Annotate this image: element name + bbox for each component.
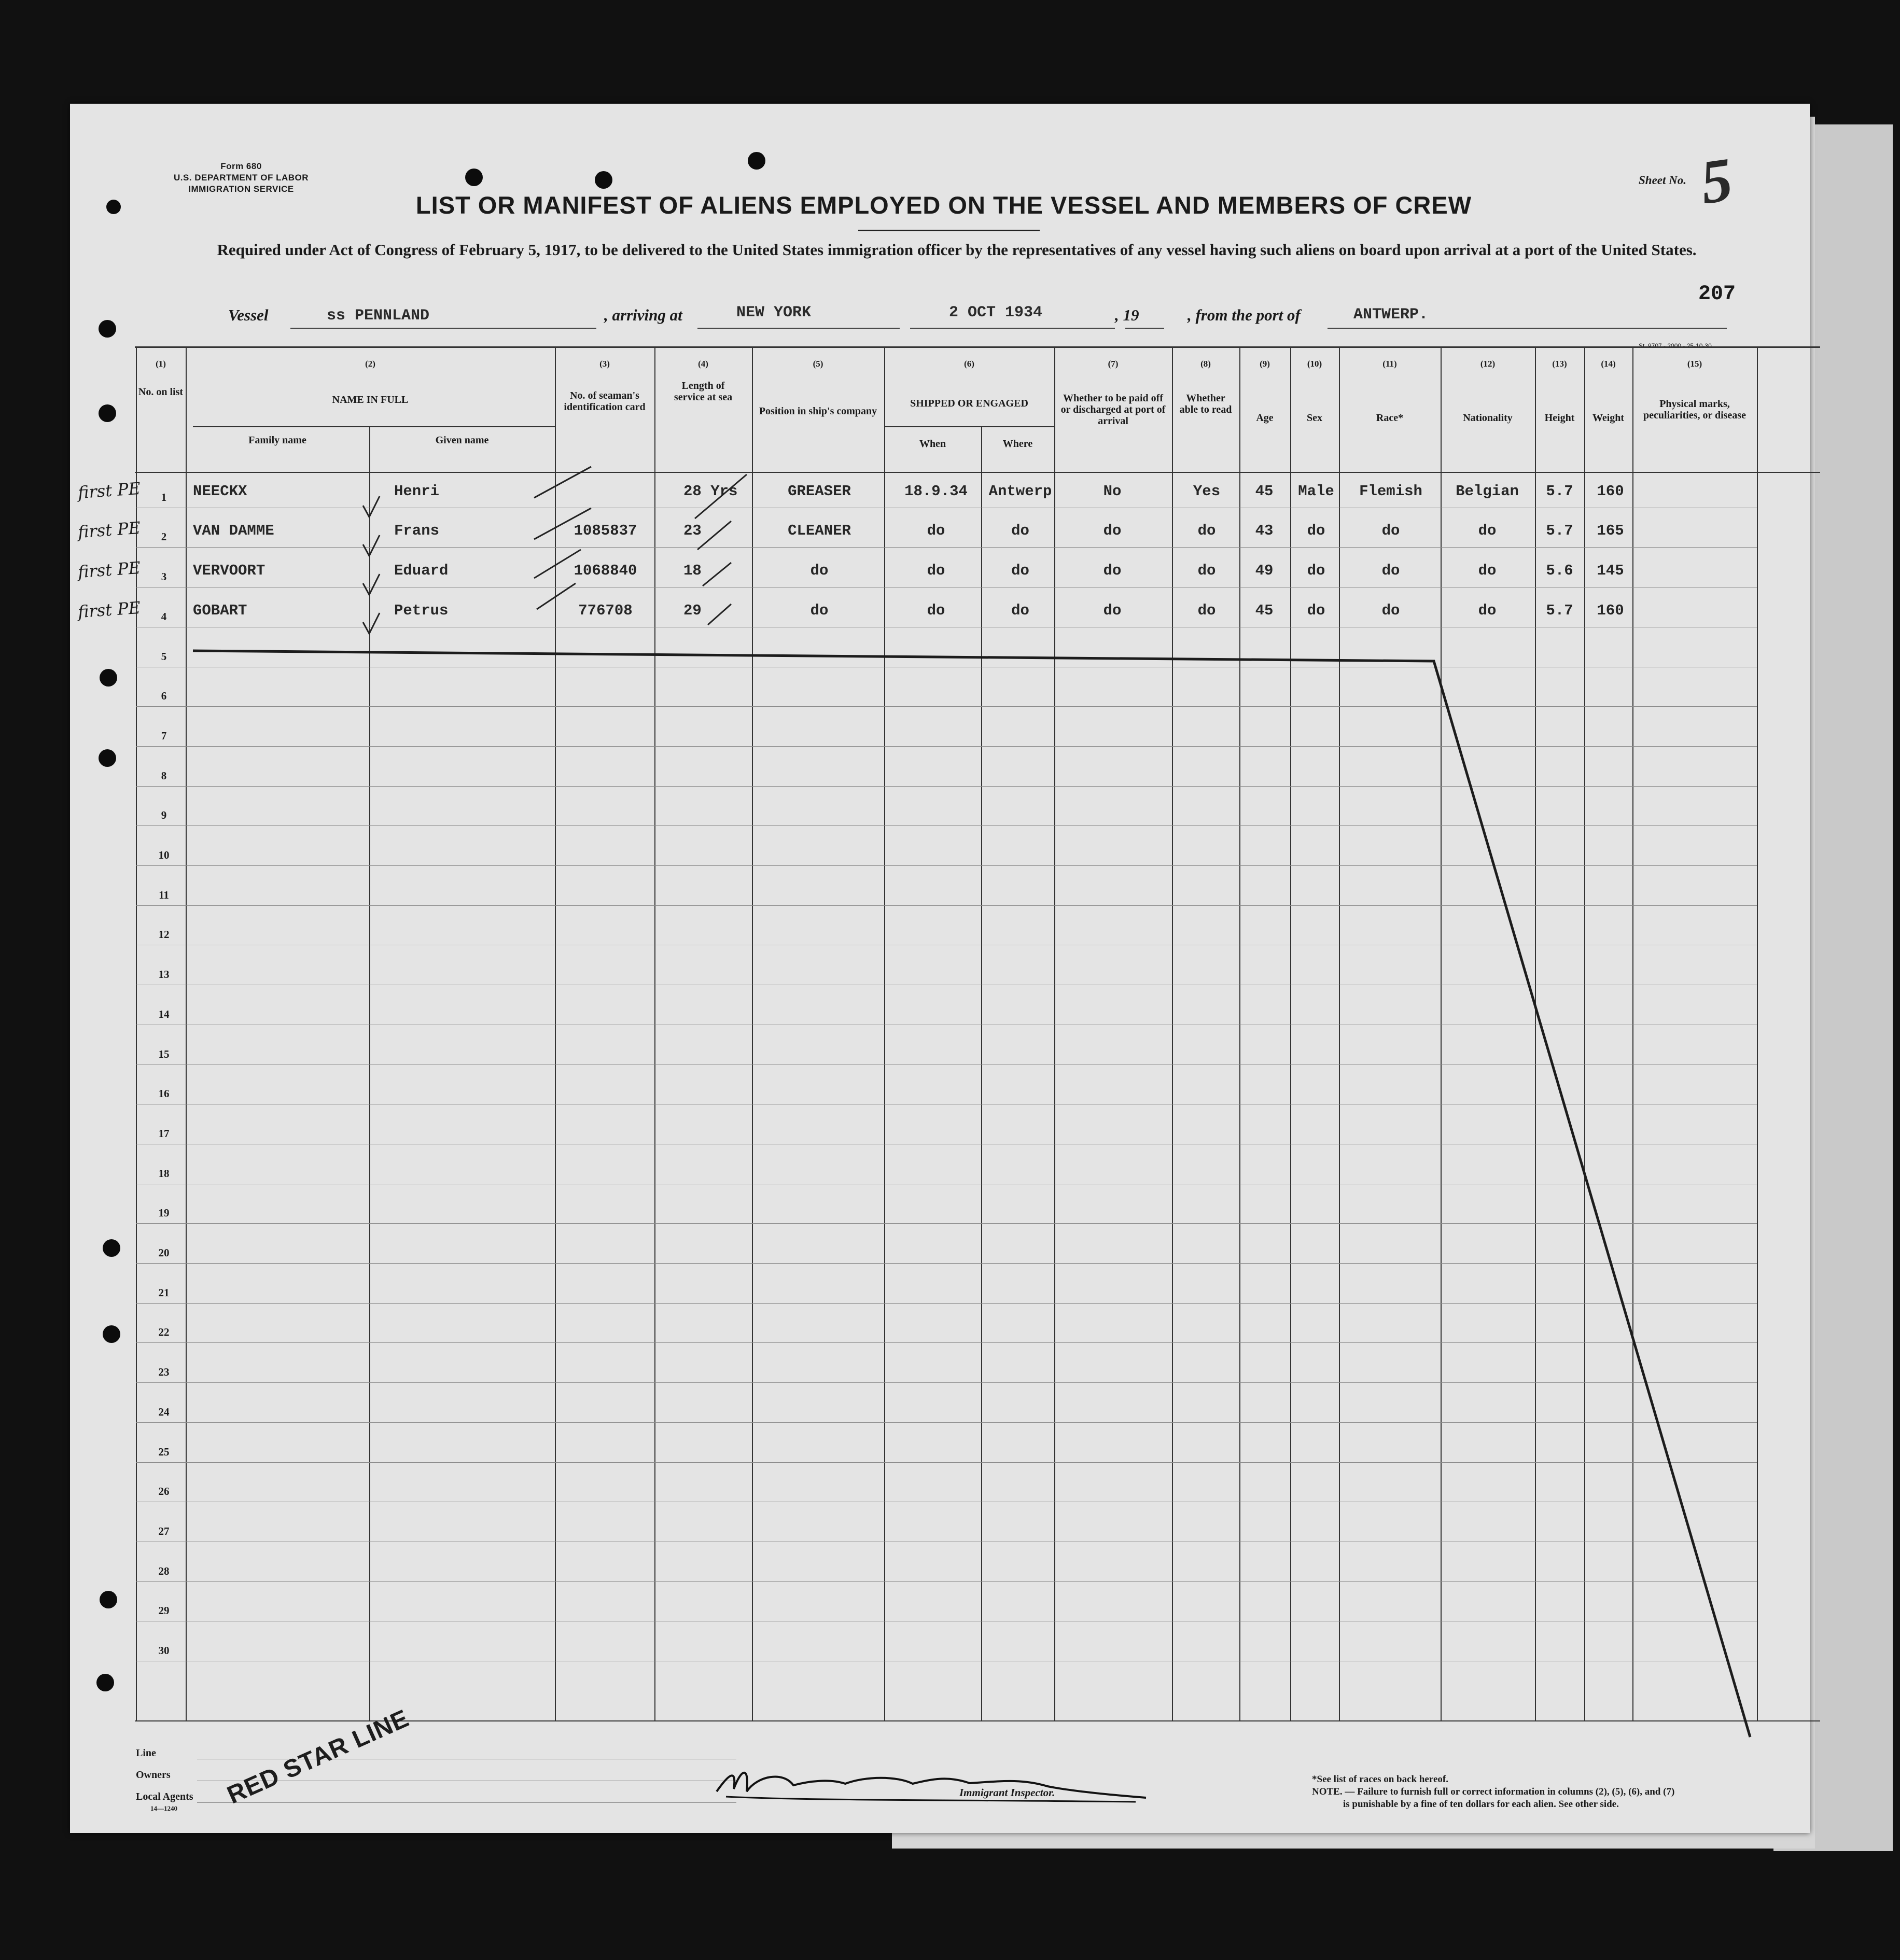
col-header-sex: Sex xyxy=(1307,412,1322,424)
cell-weight: 145 xyxy=(1597,562,1624,579)
cell-age: 45 xyxy=(1255,602,1274,619)
cell-weight: 160 xyxy=(1597,483,1624,500)
cell-position: GREASER xyxy=(788,483,851,500)
cell-read: do xyxy=(1197,562,1216,579)
cell-nationality: do xyxy=(1478,562,1497,579)
margin-note: first PE xyxy=(77,517,142,542)
cell-weight: 160 xyxy=(1597,602,1624,619)
cell-service: 18 xyxy=(683,562,702,579)
row-number: 24 xyxy=(158,1406,170,1418)
cell-read: do xyxy=(1197,522,1216,539)
cell-age: 49 xyxy=(1255,562,1274,579)
row-number: 7 xyxy=(161,730,167,742)
row-number: 29 xyxy=(158,1604,170,1617)
row-number: 14 xyxy=(158,1008,170,1020)
cell-nationality: Belgian xyxy=(1456,483,1519,500)
cell-nationality: do xyxy=(1478,522,1497,539)
cell-service: 23 xyxy=(683,522,702,539)
cell-height: 5.7 xyxy=(1546,483,1573,500)
col-subheader-given: Given name xyxy=(435,435,489,446)
cell-card: 776708 xyxy=(578,602,633,619)
row-number: 17 xyxy=(158,1127,170,1140)
col-subheader-when: When xyxy=(919,438,946,450)
cell-race: do xyxy=(1381,522,1400,539)
company-stamp: RED STAR LINE xyxy=(223,1704,413,1810)
col-header-shipped: SHIPPED OR ENGAGED xyxy=(910,398,1028,409)
line-label: Line xyxy=(136,1747,156,1759)
row-number: 15 xyxy=(158,1048,170,1060)
cell-where: do xyxy=(1011,602,1029,619)
sheet-label: Sheet No. xyxy=(1639,174,1686,187)
cell-nationality: do xyxy=(1478,602,1497,619)
row-number: 3 xyxy=(161,570,167,583)
year-label: , 19 xyxy=(1115,306,1139,324)
cell-given: Henri xyxy=(394,483,440,500)
col-num: (11) xyxy=(1382,359,1397,369)
from-label: , from the port of xyxy=(1188,306,1301,324)
cell-position: do xyxy=(810,562,829,579)
cell-paid-off: do xyxy=(1103,522,1122,539)
cell-height: 5.7 xyxy=(1546,602,1573,619)
cell-read: Yes xyxy=(1193,483,1221,500)
col-num: (7) xyxy=(1108,359,1119,369)
agents-label: Local Agents xyxy=(136,1791,193,1802)
row-number: 27 xyxy=(158,1525,170,1537)
cell-family: NEECKX xyxy=(193,483,247,500)
col-num: (15) xyxy=(1687,359,1702,369)
col-subheader-family: Family name xyxy=(248,435,306,446)
vessel-label: Vessel xyxy=(228,306,269,324)
cell-weight: 165 xyxy=(1597,522,1624,539)
cell-position: CLEANER xyxy=(788,522,851,539)
row-number: 23 xyxy=(158,1366,170,1378)
col-num: (12) xyxy=(1480,359,1496,369)
row-number: 4 xyxy=(161,610,167,623)
col-num: (13) xyxy=(1552,359,1567,369)
row-number: 26 xyxy=(158,1485,170,1497)
row-number: 11 xyxy=(159,889,169,901)
note-penalty-2: is punishable by a fine of ten dollars for each alien. See other side. xyxy=(1343,1799,1619,1810)
note-races: *See list of races on back hereof. xyxy=(1312,1774,1448,1785)
col-num: (6) xyxy=(964,359,974,369)
cell-given: Eduard xyxy=(394,562,449,579)
col-num: (2) xyxy=(365,359,375,369)
col-header-age: Age xyxy=(1256,412,1274,424)
cell-where: do xyxy=(1011,562,1029,579)
cell-card: 1085837 xyxy=(574,522,637,539)
cell-given: Frans xyxy=(394,522,440,539)
col-header-card: No. of seaman's identification card xyxy=(564,390,646,413)
row-number: 25 xyxy=(158,1446,170,1458)
col-header-physical: Physical marks, peculiarities, or disease xyxy=(1643,398,1746,421)
arrival-date: 2 OCT 1934 xyxy=(949,304,1043,321)
from-port: ANTWERP. xyxy=(1353,306,1429,324)
cell-when: do xyxy=(927,602,945,619)
col-header-position: Position in ship's company xyxy=(759,405,877,417)
cell-age: 45 xyxy=(1255,483,1274,500)
row-number: 20 xyxy=(158,1247,170,1259)
row-number: 22 xyxy=(158,1326,170,1338)
row-number: 10 xyxy=(158,849,170,861)
row-number: 8 xyxy=(161,769,167,782)
sheet-number: 5 xyxy=(1696,144,1737,217)
row-number: 9 xyxy=(161,809,167,821)
cell-sex: do xyxy=(1307,522,1325,539)
vessel-name: ss PENNLAND xyxy=(327,307,430,325)
col-header-weight: Weight xyxy=(1592,412,1625,424)
owners-label: Owners xyxy=(136,1769,171,1781)
row-number: 16 xyxy=(158,1087,170,1100)
col-header-read: Whether able to read xyxy=(1179,393,1232,415)
agents-code: 14—1240 xyxy=(150,1804,177,1812)
col-subheader-where: Where xyxy=(1002,438,1033,450)
cell-when: do xyxy=(927,522,945,539)
col-num: (4) xyxy=(698,359,708,369)
inspector-label: Immigrant Inspector. xyxy=(959,1786,1055,1799)
col-num: (9) xyxy=(1260,359,1270,369)
cell-where: do xyxy=(1011,522,1029,539)
cell-paid-off: do xyxy=(1103,562,1122,579)
row-number: 19 xyxy=(158,1207,170,1219)
cell-family: VAN DAMME xyxy=(193,522,274,539)
note-penalty-1: NOTE. — Failure to furnish full or correct information in columns (2), (5), (6), and (7) xyxy=(1312,1786,1675,1797)
row-number: 2 xyxy=(161,530,167,543)
row-number: 13 xyxy=(158,968,170,981)
col-header-height: Height xyxy=(1544,412,1575,424)
cell-service: 29 xyxy=(683,602,702,619)
cell-family: GOBART xyxy=(193,602,247,619)
cell-race: Flemish xyxy=(1359,483,1422,500)
col-header-no: No. on list xyxy=(138,386,184,398)
cell-card: 1068840 xyxy=(574,562,637,579)
margin-note: first PE xyxy=(77,597,142,622)
row-number: 1 xyxy=(161,491,167,503)
arrival-port: NEW YORK xyxy=(736,304,812,321)
service: IMMIGRATION SERVICE xyxy=(188,184,294,194)
row-number: 6 xyxy=(161,690,167,702)
col-header-service: Length of service at sea xyxy=(674,380,733,403)
row-number: 5 xyxy=(161,650,167,663)
cell-sex: do xyxy=(1307,562,1325,579)
inspector-signature xyxy=(710,1760,1167,1807)
cell-height: 5.7 xyxy=(1546,522,1573,539)
cell-age: 43 xyxy=(1255,522,1274,539)
page-title: LIST OR MANIFEST OF ALIENS EMPLOYED ON THE VESSEL AND MEMBERS OF CREW xyxy=(415,191,1472,219)
arriving-label: , arriving at xyxy=(604,306,682,324)
col-header-nationality: Nationality xyxy=(1463,412,1513,424)
page-subtitle: Required under Act of Congress of February 5, 1917, to be delivered to the United States immigration officer by the representatives of any vessel having such aliens on board upon arrival at a port of the United States. xyxy=(217,241,1697,259)
cell-read: do xyxy=(1197,602,1216,619)
cell-paid-off: No xyxy=(1103,483,1122,500)
cell-race: do xyxy=(1381,562,1400,579)
stamp-number: 207 xyxy=(1698,283,1736,306)
col-num: (10) xyxy=(1307,359,1322,369)
cell-where: Antwerp xyxy=(988,483,1052,500)
cell-race: do xyxy=(1381,602,1400,619)
print-code: St. 9707 - 2000 - 25-10-30 xyxy=(1639,342,1712,349)
footer-notes xyxy=(1312,1773,1763,1811)
cancel-line xyxy=(193,651,1750,1737)
cell-sex: Male xyxy=(1298,483,1334,500)
row-number: 18 xyxy=(158,1167,170,1180)
cell-sex: do xyxy=(1307,602,1325,619)
row-number: 12 xyxy=(158,928,170,941)
cell-when: do xyxy=(927,562,945,579)
col-num: (8) xyxy=(1200,359,1211,369)
margin-note: first PE xyxy=(77,557,142,582)
cell-service: 28 Yrs xyxy=(683,483,738,500)
row-number: 28 xyxy=(158,1565,170,1577)
col-header-paid-off: Whether to be paid off or discharged at port of arrival xyxy=(1060,393,1166,427)
cell-paid-off: do xyxy=(1103,602,1122,619)
row-number: 21 xyxy=(158,1286,170,1299)
col-num: (3) xyxy=(599,359,610,369)
row-number: 30 xyxy=(158,1644,170,1657)
col-header-name: NAME IN FULL xyxy=(332,394,409,405)
cell-position: do xyxy=(810,602,829,619)
cell-family: VERVOORT xyxy=(193,562,266,579)
cell-height: 5.6 xyxy=(1546,562,1573,579)
col-num: (1) xyxy=(156,359,166,369)
cell-given: Petrus xyxy=(394,602,449,619)
cell-when: 18.9.34 xyxy=(904,483,968,500)
form-number: Form 680 xyxy=(220,161,262,171)
department: U.S. DEPARTMENT OF LABOR xyxy=(173,173,309,183)
margin-note: first PE xyxy=(77,478,142,503)
col-num: (5) xyxy=(813,359,823,369)
col-header-race: Race* xyxy=(1376,412,1404,424)
footer-rule xyxy=(197,1802,736,1803)
col-num: (14) xyxy=(1601,359,1616,369)
